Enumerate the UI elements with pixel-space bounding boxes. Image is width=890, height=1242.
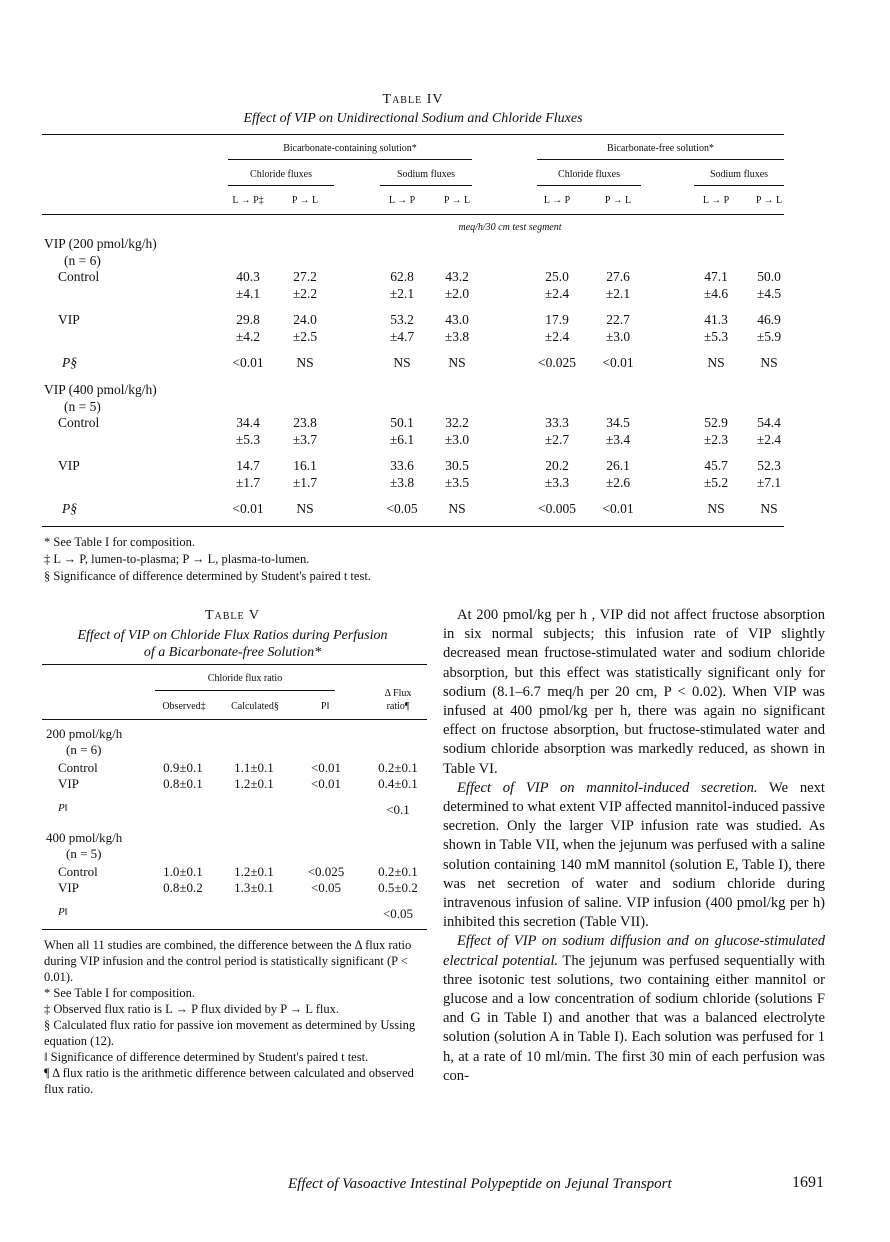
table4-cell: 17.9	[545, 312, 569, 327]
table4-header-rule	[42, 214, 784, 215]
table4-cell: NS	[448, 501, 466, 516]
table5-cell: 0.9±0.1	[163, 760, 203, 775]
table5-group-rule	[155, 690, 335, 691]
table4-cell: ±2.4	[756, 432, 782, 447]
table5-cell: 1.0±0.1	[163, 864, 203, 879]
table4-col-header: P → L	[291, 195, 319, 206]
table5-note: * See Table I for composition.	[44, 986, 195, 1000]
paragraph-text: The jejunum was perfused sequentially with three isotonic test solutions, two containing either mannitol or glucose and a low concentration of sodium chloride (solutions F and G in Table I) and another that was a balanced electrolyte solution (solution A in Table I). Each solution was perfused for 1 h, at a rate of 10 ml/min. The first 30 min of each perfusion was con-	[443, 952, 825, 1084]
table4-col-header: P → L	[604, 195, 632, 206]
table5-cell: <0.1	[386, 802, 410, 817]
table4-units: meq/h/30 cm test segment	[458, 222, 562, 233]
table4-cell: ±2.5	[292, 329, 318, 344]
table5-cell: <0.01	[310, 760, 342, 775]
table5-caption-line: Effect of VIP on Chloride Flux Ratios during Perfusion	[77, 628, 388, 643]
table5-section-label: 200 pmol/kg/h	[46, 726, 123, 741]
table4-cell: 53.2	[390, 312, 414, 327]
table5-row-label: P‖	[58, 802, 68, 814]
table5-cell: 0.2±0.1	[378, 864, 418, 879]
table4-section-n: (n = 5)	[64, 399, 101, 414]
table4-section-n: (n = 6)	[64, 253, 101, 268]
table4-cell: ±2.4	[544, 329, 570, 344]
table4-sub-rule	[228, 185, 334, 186]
table4-cell: 30.5	[445, 458, 469, 473]
table4-cell: ±2.3	[703, 432, 729, 447]
table4-cell: NS	[448, 355, 466, 370]
table5-notes	[44, 937, 424, 1097]
table4-sub-header: Sodium fluxes	[396, 169, 456, 180]
table4-cell: ±2.6	[605, 475, 631, 490]
table5-row-label: VIP	[58, 880, 79, 895]
table4-cell: ±3.4	[605, 432, 631, 447]
table4-footnote: ‡ L → P, lumen-to-plasma; P → L, plasma-to-lumen.	[44, 552, 310, 566]
table5-row-label: VIP	[58, 776, 79, 791]
table4-cell: ±2.7	[544, 432, 570, 447]
table4-cell: ±3.0	[444, 432, 470, 447]
table4-cell: 62.8	[390, 269, 414, 284]
table4-col-header: L → P	[388, 195, 416, 206]
table4-cell: <0.01	[232, 501, 264, 516]
table4-cell: 27.6	[606, 269, 630, 284]
running-title: Effect of Vasoactive Intestinal Polypeptide on Jejunal Transport	[288, 1176, 672, 1192]
table5-note: ‡ Observed flux ratio is L → P flux divided by P → L flux.	[44, 1002, 339, 1016]
table4-sub-header: Chloride fluxes	[250, 169, 312, 180]
table4-cell: NS	[707, 501, 725, 516]
table5-caption	[40, 627, 425, 661]
table5-note: When all 11 studies are combined, the difference between the Δ flux ratio during VIP infusion and the control period is statistically significant (P < 0.01).	[44, 938, 412, 984]
table5-cell: 0.4±0.1	[378, 776, 418, 791]
table4-cell: ±5.3	[703, 329, 729, 344]
table4-section-label: VIP (200 pmol/kg/h)	[44, 236, 157, 251]
table4-sub-rule	[537, 185, 641, 186]
table4-cell: ±7.1	[756, 475, 782, 490]
table5-cell: 1.2±0.1	[234, 864, 274, 879]
paragraph-heading: Effect of VIP on mannitol-induced secretion.	[457, 779, 758, 796]
table4-bottom-rule	[42, 526, 784, 527]
table5-row-label: Control	[58, 864, 98, 879]
table5-cell: 0.8±0.1	[163, 776, 203, 791]
table4-row-label: VIP	[58, 458, 80, 473]
table4-cell: 54.4	[757, 415, 781, 430]
table4-sub-header: Sodium fluxes	[709, 169, 769, 180]
table4-cell: <0.05	[386, 501, 418, 516]
table5-section-label: 400 pmol/kg/h	[46, 830, 123, 845]
table4-cell: <0.025	[538, 355, 576, 370]
table4-cell: ±4.5	[756, 286, 782, 301]
body-paragraph: At 200 pmol/kg per h , VIP did not affect fructose absorption in six normal subjects; this infusion rate of VIP slightly decreased mean fructose-stimulated water and sodium chloride absorption, but this effect was statistically significant only for sodium (8.1–6.7 meq/h per 20 cm, P < 0.02). When VIP was infused at 400 pmol/kg per h, there was again no significant effect on fructose absorption, but fructose-stimulated water and sodium chloride absorption was markedly reduced, as shown in Table VI.	[443, 607, 825, 777]
table4-cell: NS	[760, 355, 778, 370]
table4-row-label: P§	[62, 355, 77, 370]
table5-cell: 0.2±0.1	[378, 760, 418, 775]
table4-cell: ±1.7	[235, 475, 261, 490]
table5-title: Table V	[204, 608, 261, 623]
table4-cell: 52.9	[704, 415, 728, 430]
table4-cell: 32.2	[445, 415, 469, 430]
table4-caption: Effect of VIP on Unidirectional Sodium and Chloride Fluxes	[243, 111, 583, 126]
table4-cell: 50.0	[757, 269, 781, 284]
table4-cell: 14.7	[236, 458, 260, 473]
table4-cell: <0.01	[602, 501, 634, 516]
table4-row-label: Control	[58, 269, 100, 284]
table4-cell: 34.5	[606, 415, 630, 430]
body-paragraph	[443, 779, 825, 933]
table4-footnote: * See Table I for composition.	[44, 535, 195, 549]
table4-cell: <0.01	[602, 355, 634, 370]
page-number: 1691	[792, 1174, 824, 1191]
table4-cell: NS	[296, 501, 314, 516]
table4-col-header: L → P	[702, 195, 730, 206]
table5-section-n: (n = 5)	[66, 846, 102, 861]
table4-cell: ±4.7	[389, 329, 415, 344]
table4-cell: ±5.3	[235, 432, 261, 447]
table4-row-label: VIP	[58, 312, 80, 327]
table4-cell: NS	[707, 355, 725, 370]
table5-cell: <0.05	[310, 880, 342, 895]
table4-col-header: P → L	[755, 195, 783, 206]
table4-cell: 45.7	[704, 458, 728, 473]
table4-cell: ±3.0	[605, 329, 631, 344]
table4-cell: ±5.2	[703, 475, 729, 490]
table4-cell: 46.9	[757, 312, 781, 327]
table4-cell: 47.1	[704, 269, 728, 284]
table4-cell: 29.8	[236, 312, 260, 327]
table5-note: § Calculated flux ratio for passive ion movement as determined by Ussing equation (12).	[44, 1018, 416, 1048]
table4-group-header: Bicarbonate-containing solution*	[283, 143, 417, 154]
table4-cell: <0.01	[232, 355, 264, 370]
table4-cell: 25.0	[545, 269, 569, 284]
table4-col-header: L → P‡	[232, 195, 264, 206]
table5-col-header: ratio¶	[386, 701, 410, 712]
table4-cell: NS	[760, 501, 778, 516]
table5-top-rule	[42, 664, 427, 665]
table5-col-header: Calculated§	[231, 701, 279, 712]
table5-note: ¶ Δ flux ratio is the arithmetic difference between calculated and observed flux ratio.	[44, 1066, 414, 1096]
paragraph-text: We next determined to what extent VIP affected mannitol-induced passive secretion. Only the larger VIP infusion rate was studied. As shown in Table VII, when the jejunum was perfused with a saline solution containing 140 mM mannitol (solution E, Table I), there was net secretion of water and sodium chloride during intravenous infusion of saline. VIP infusion (400 pmol/kg per h) inhibited this secretion (Table VII).	[443, 779, 825, 931]
table4-sub-rule	[694, 185, 784, 186]
table5-cell: <0.025	[307, 864, 345, 879]
table4-cell: ±2.1	[389, 286, 415, 301]
table5-bottom-rule	[42, 929, 427, 930]
table4-cell: 43.0	[445, 312, 469, 327]
table4-cell: 26.1	[606, 458, 630, 473]
table5-note: ‖ Significance of difference determined by Student's paired t test.	[44, 1050, 369, 1064]
table4-footnote: § Significance of difference determined by Student's paired t test.	[44, 569, 371, 583]
table4-cell: ±2.0	[444, 286, 470, 301]
table4-group-header: Bicarbonate-free solution*	[607, 143, 714, 154]
table4-cell: ±2.4	[544, 286, 570, 301]
table4-cell: ±5.9	[756, 329, 782, 344]
table4-cell: ±4.2	[235, 329, 261, 344]
table5-col-header: Observed‡	[162, 701, 206, 712]
table5-cell: <0.05	[382, 906, 414, 921]
table4-sub-header: Chloride fluxes	[558, 169, 620, 180]
table4-col-header: L → P	[543, 195, 571, 206]
table4-cell: ±4.6	[703, 286, 729, 301]
table4-row-label: P§	[62, 501, 77, 516]
table5-cell: 0.5±0.2	[378, 880, 418, 895]
table4-cell: 40.3	[236, 269, 260, 284]
table4-cell: 41.3	[704, 312, 728, 327]
table4-cell: 20.2	[545, 458, 569, 473]
table4-cell: ±3.3	[544, 475, 570, 490]
table4-cell: 24.0	[293, 312, 317, 327]
table4-row-label: Control	[58, 415, 100, 430]
table4-cell: ±3.7	[292, 432, 318, 447]
table4-cell: 22.7	[606, 312, 630, 327]
table4-cell: 16.1	[293, 458, 317, 473]
table4-col-header: P → L	[443, 195, 471, 206]
body-text-column	[443, 606, 825, 1086]
table4-cell: ±4.1	[235, 286, 261, 301]
table4-cell: 52.3	[757, 458, 781, 473]
table4-group-rule	[228, 159, 472, 160]
table4-cell: NS	[296, 355, 314, 370]
table4-cell: ±1.7	[292, 475, 318, 490]
table5-section-n: (n = 6)	[66, 742, 102, 757]
table4-cell: ±3.8	[444, 329, 470, 344]
table4-title: Table IV	[382, 92, 444, 107]
table5-cell: 1.3±0.1	[234, 880, 274, 895]
table5-cell: 1.2±0.1	[234, 776, 274, 791]
table4-cell: 23.8	[293, 415, 317, 430]
table4-cell: 34.4	[236, 415, 260, 430]
table4-top-rule	[42, 134, 784, 135]
table4-cell: 33.6	[390, 458, 414, 473]
table5-group-header: Chloride flux ratio	[207, 673, 283, 684]
table5-cell: 1.1±0.1	[234, 760, 274, 775]
table4-cell: 50.1	[390, 415, 414, 430]
table4-cell: ±2.1	[605, 286, 631, 301]
body-paragraph	[443, 932, 825, 1086]
table4-section-label: VIP (400 pmol/kg/h)	[44, 382, 157, 397]
table4-cell: ±6.1	[389, 432, 415, 447]
table5-row-label: P‖	[58, 906, 68, 918]
table5-cell: <0.01	[310, 776, 342, 791]
table4-cell: ±2.2	[292, 286, 318, 301]
table4-cell: ±3.8	[389, 475, 415, 490]
table5-cell: 0.8±0.2	[163, 880, 203, 895]
paragraph-heading: Effect of VIP on sodium diffusion and on glucose-stimulated electrical potential.	[443, 933, 825, 969]
table5-col-header: P‖	[320, 701, 330, 712]
table4-cell: ±3.5	[444, 475, 470, 490]
table4-cell: 33.3	[545, 415, 569, 430]
table4-cell: NS	[393, 355, 411, 370]
table5-caption-line: of a Bicarbonate-free Solution*	[143, 645, 322, 660]
table4-cell: 43.2	[445, 269, 469, 284]
table5-header-rule	[42, 719, 427, 720]
table5-col-header: Δ Flux	[384, 688, 412, 699]
table5-row-label: Control	[58, 760, 98, 775]
table4-group-rule	[537, 159, 784, 160]
table4-sub-rule	[380, 185, 472, 186]
table4-cell: 27.2	[293, 269, 317, 284]
table4-cell: <0.005	[538, 501, 576, 516]
